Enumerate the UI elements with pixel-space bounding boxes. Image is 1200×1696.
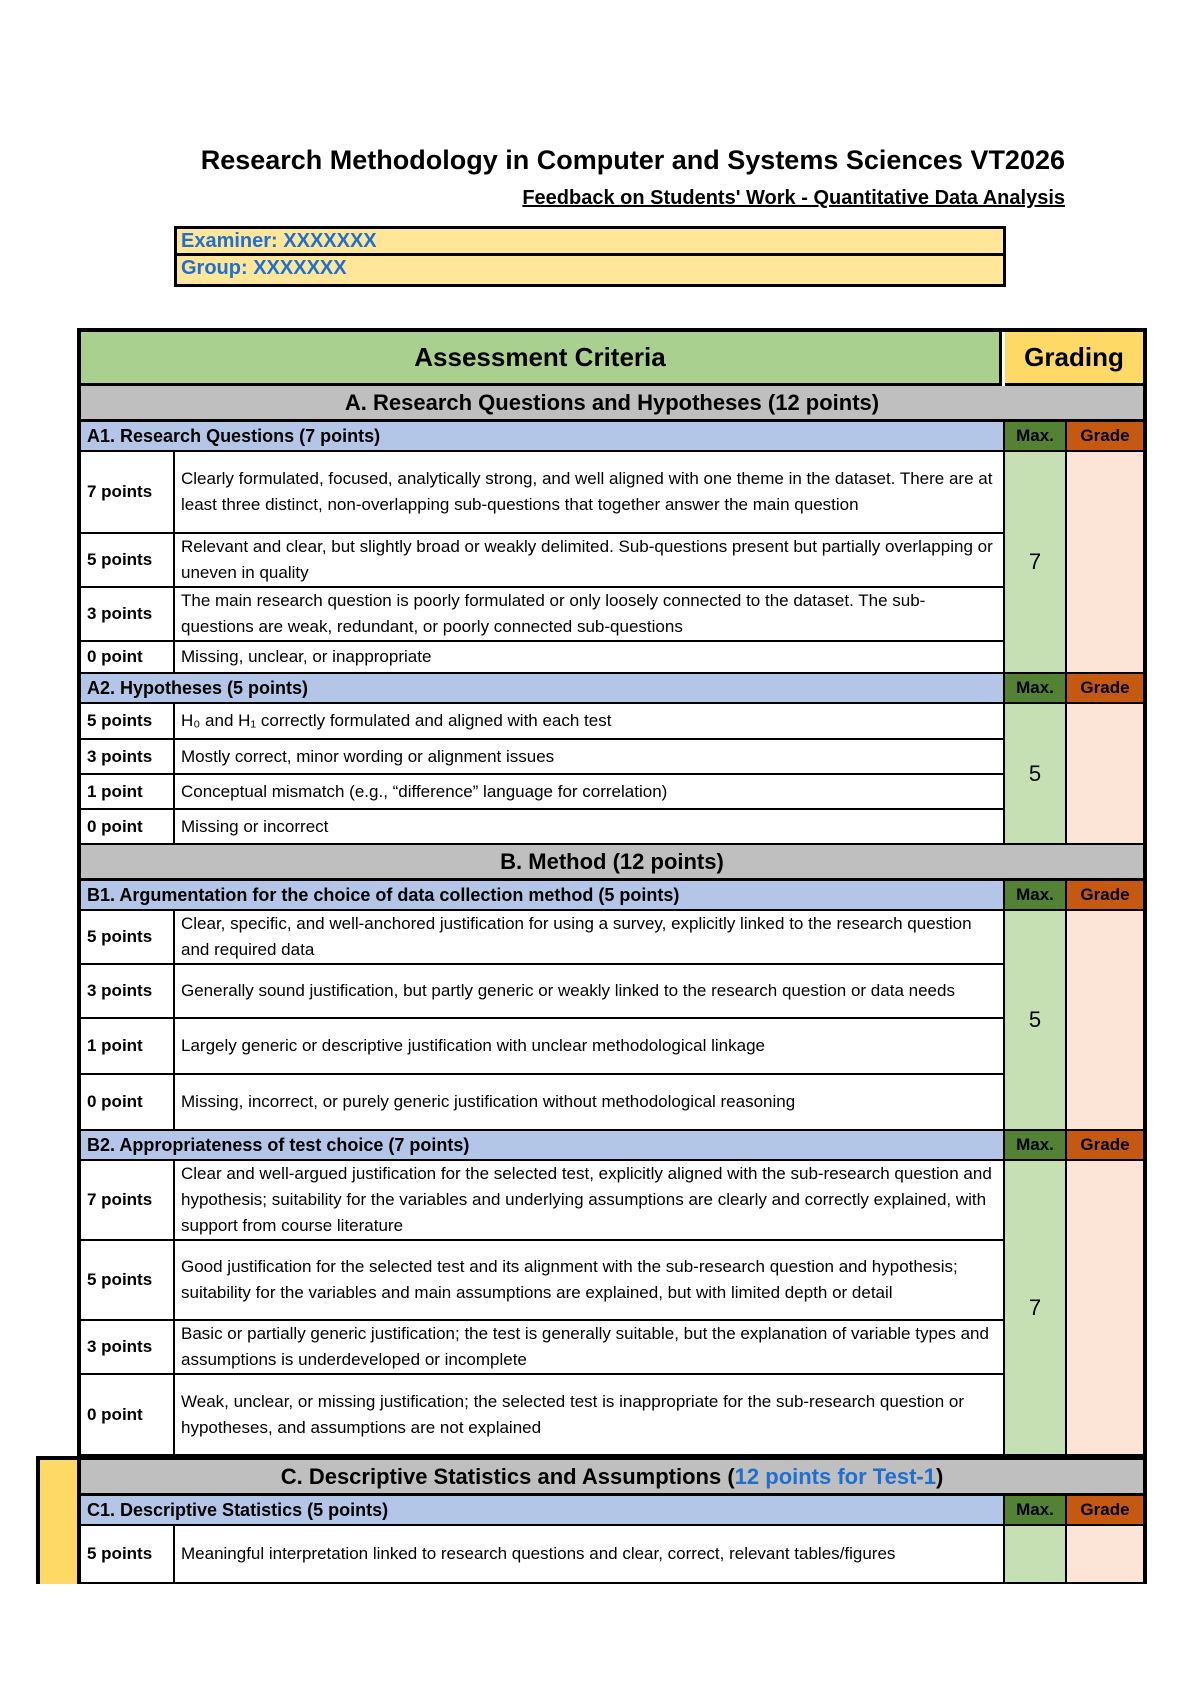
- a1-row-text: The main research question is poorly formulated or only loosely connected to the dataset. The sub-questions are weak, redundant, or poorly connected sub-questions: [175, 588, 1005, 642]
- b2-row-text: Basic or partially generic justification; the test is generally suitable, but the explanation of variable types and assumptions is underdeveloped or incomplete: [175, 1321, 1005, 1375]
- b1-row-text: Clear, specific, and well-anchored justification for using a survey, explicitly linked to the research question and required data: [175, 911, 1005, 965]
- b2-row-text: Good justification for the selected test and its alignment with the sub-research question and hypothesis; suitability for the variables and main assumptions are explained, but with limited depth or detail: [175, 1241, 1005, 1321]
- b1-grade-cell[interactable]: [1067, 911, 1143, 1131]
- a1-grade-cell[interactable]: [1067, 452, 1143, 674]
- b2-row-text: Weak, unclear, or missing justification; the selected test is inappropriate for the sub-research question or hypotheses, and assumptions are not explained: [175, 1375, 1005, 1456]
- a1-row-points: 7 points: [81, 452, 175, 534]
- b1-row-points: 5 points: [81, 911, 175, 965]
- a1-row-text: Clearly formulated, focused, analytically strong, and well aligned with one theme in the dataset. There are at least three distinct, non-overlapping sub-questions that together answer the main question: [175, 452, 1005, 534]
- b1-header: B1. Argumentation for the choice of data collection method (5 points): [81, 881, 1005, 911]
- page-subtitle: Feedback on Students' Work - Quantitative Data Analysis: [522, 187, 1065, 209]
- a1-row-points: 5 points: [81, 534, 175, 588]
- max-label: Max.: [1005, 422, 1067, 452]
- a1-row-points: 3 points: [81, 588, 175, 642]
- a2-max-value: 5: [1005, 704, 1067, 845]
- b2-row-points: 5 points: [81, 1241, 175, 1321]
- section-c-title-start: C. Descriptive Statistics and Assumptions (: [280, 1463, 735, 1489]
- examiner-field[interactable]: Examiner: XXXXXXX: [174, 226, 1006, 256]
- max-label: Max.: [1005, 1131, 1067, 1161]
- grade-label: Grade: [1067, 1131, 1143, 1161]
- b2-max-value: 7: [1005, 1161, 1067, 1456]
- section-a-header: A. Research Questions and Hypotheses (12 points): [81, 386, 1143, 422]
- b2-row-points: 0 point: [81, 1375, 175, 1456]
- b1-row-text: Generally sound justification, but partly generic or weakly linked to the research question or data needs: [175, 965, 1005, 1019]
- grading-header: Grading: [1005, 332, 1143, 386]
- grade-label: Grade: [1067, 422, 1143, 452]
- a2-grade-cell[interactable]: [1067, 704, 1143, 845]
- grade-label: Grade: [1067, 881, 1143, 911]
- a1-row-points: 0 point: [81, 642, 175, 674]
- section-c-title-end: ): [935, 1463, 944, 1489]
- max-label: Max.: [1005, 881, 1067, 911]
- assessment-criteria-header: Assessment Criteria: [81, 332, 1002, 386]
- c1-header: C1. Descriptive Statistics (5 points): [81, 1496, 1005, 1526]
- max-label: Max.: [1005, 1496, 1067, 1526]
- a2-row-text: H₀ and H₁ correctly formulated and aligned with each test: [175, 704, 1005, 740]
- b2-grade-cell[interactable]: [1067, 1161, 1143, 1456]
- a2-row-text: Mostly correct, minor wording or alignment issues: [175, 740, 1005, 775]
- section-b-header: B. Method (12 points): [81, 845, 1143, 881]
- a2-row-points: 5 points: [81, 704, 175, 740]
- section-c-title-points: 12 points for Test-1: [734, 1463, 936, 1489]
- a2-header: A2. Hypotheses (5 points): [81, 674, 1005, 704]
- b2-row-points: 3 points: [81, 1321, 175, 1375]
- a1-max-value: 7: [1005, 452, 1067, 674]
- section-c-side-marker: [36, 1456, 77, 1584]
- b1-max-value: 5: [1005, 911, 1067, 1131]
- a1-row-text: Missing, unclear, or inappropriate: [175, 642, 1005, 674]
- max-label: Max.: [1005, 674, 1067, 704]
- b2-row-text: Clear and well-argued justification for the selected test, explicitly aligned with the sub-research question and hypothesis; suitability for the variables and underlying assumptions are clearly and correctly explained, with support from course literature: [175, 1161, 1005, 1241]
- b1-row-points: 0 point: [81, 1075, 175, 1131]
- c1-max-value: [1005, 1526, 1067, 1584]
- grade-label: Grade: [1067, 674, 1143, 704]
- page-title: Research Methodology in Computer and Systems Sciences VT2026: [200, 145, 1065, 175]
- a1-row-text: Relevant and clear, but slightly broad or weakly delimited. Sub-questions present but partially overlapping or uneven in quality: [175, 534, 1005, 588]
- b1-row-points: 3 points: [81, 965, 175, 1019]
- b2-row-points: 7 points: [81, 1161, 175, 1241]
- c1-row-text: Meaningful interpretation linked to research questions and clear, correct, relevant tables/figures: [175, 1526, 1005, 1584]
- c1-grade-cell[interactable]: [1067, 1526, 1143, 1584]
- a1-header: A1. Research Questions (7 points): [81, 422, 1005, 452]
- b2-header: B2. Appropriateness of test choice (7 points): [81, 1131, 1005, 1161]
- grade-label: Grade: [1067, 1496, 1143, 1526]
- section-c-header: [81, 1456, 1143, 1496]
- c1-row-points: 5 points: [81, 1526, 175, 1584]
- a2-row-points: 0 point: [81, 810, 175, 845]
- b1-row-points: 1 point: [81, 1019, 175, 1075]
- b1-row-text: Missing, incorrect, or purely generic justification without methodological reasoning: [175, 1075, 1005, 1131]
- b1-row-text: Largely generic or descriptive justification with unclear methodological linkage: [175, 1019, 1005, 1075]
- a2-row-points: 3 points: [81, 740, 175, 775]
- group-field[interactable]: Group: XXXXXXX: [174, 256, 1006, 287]
- a2-row-text: Missing or incorrect: [175, 810, 1005, 845]
- a2-row-text: Conceptual mismatch (e.g., “difference” language for correlation): [175, 775, 1005, 810]
- a2-row-points: 1 point: [81, 775, 175, 810]
